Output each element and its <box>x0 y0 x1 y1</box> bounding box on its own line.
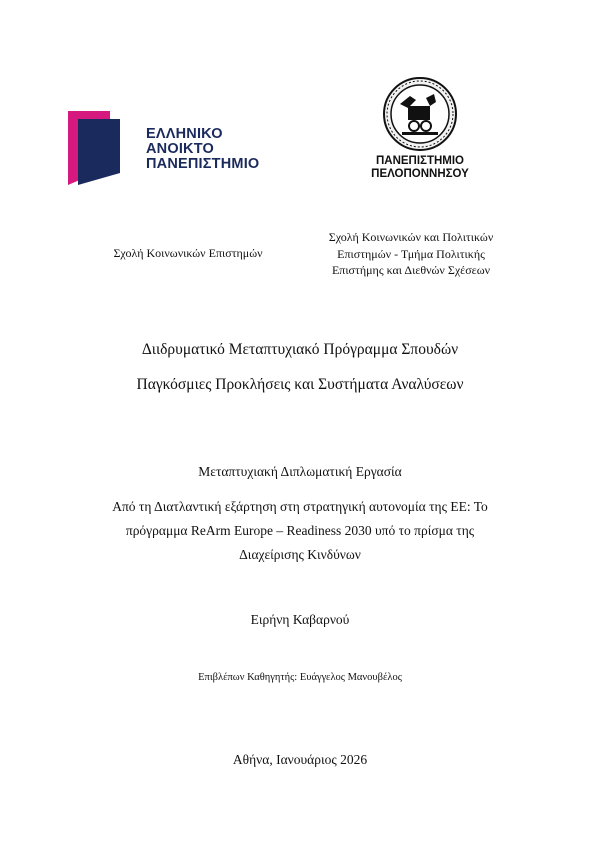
eap-line-2: ΑΝΟΙΚΤΟ <box>146 141 214 157</box>
eap-logo <box>68 111 268 185</box>
place-date: Αθήνα, Ιανουάριος 2026 <box>232 752 368 767</box>
program-specialization: Παγκόσμιες Προκλήσεις και Συστήματα Αναλύσεων <box>136 376 464 393</box>
eap-line-1: ΕΛΛΗΝΙΚΟ <box>146 126 223 142</box>
school-right <box>296 229 526 279</box>
thesis-type: Μεταπτυχιακή Διπλωματική Εργασία <box>198 464 402 479</box>
eap-line-3: ΠΑΝΕΠΙΣΤΗΜΙΟ <box>146 156 260 172</box>
uop-seal-icon <box>360 76 480 154</box>
uop-logo-text <box>360 155 480 181</box>
author-name: Ειρήνη Καβαρνού <box>250 612 350 627</box>
supervisor: Επιβλέπων Καθηγητής: Ευάγγελος Μανουβέλος <box>198 672 402 683</box>
thesis-title-line-1: Από τη Διατλαντική εξάρτηση στη στρατηγική αυτονομία της ΕΕ: Το <box>112 499 488 514</box>
uop-line-1: ΠΑΝΕΠΙΣΤΗΜΙΟ <box>375 155 465 167</box>
school-left: Σχολή Κοινωνικών Επιστημών <box>113 246 263 260</box>
school-right-line-1: Σχολή Κοινωνικών και Πολιτικών <box>328 230 494 244</box>
uop-logo <box>360 76 480 186</box>
eap-logo-text <box>146 127 259 172</box>
thesis-title <box>60 495 540 567</box>
uop-line-2: ΠΕΛΟΠΟΝΝΗΣΟΥ <box>371 168 469 180</box>
school-right-line-2: Επιστημών - Τμήμα Πολιτικής <box>337 246 485 261</box>
thesis-title-line-3: Διαχείρισης Κινδύνων <box>239 547 361 562</box>
thesis-title-line-2: πρόγραμμα ReArm Europe – Readiness 2030 υπό το πρίσμα της <box>125 523 475 538</box>
eap-emblem-icon <box>68 111 138 185</box>
school-right-line-3: Επιστήμης και Διεθνών Σχέσεων <box>331 263 491 277</box>
program-name: Διιδρυματικό Μεταπτυχιακό Πρόγραμμα Σπουδών <box>141 341 459 358</box>
